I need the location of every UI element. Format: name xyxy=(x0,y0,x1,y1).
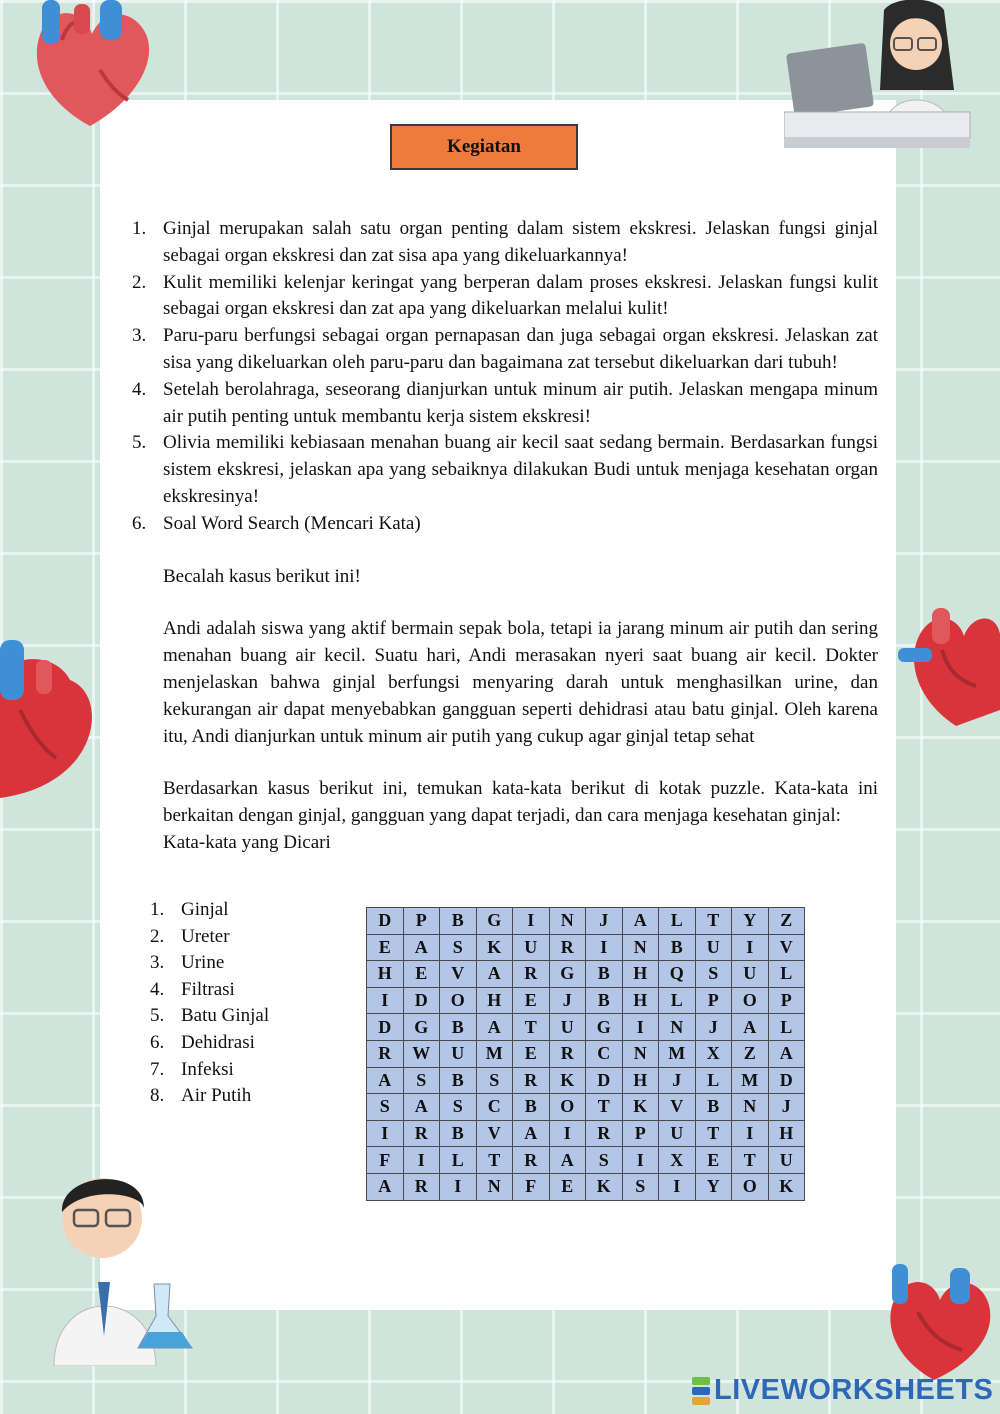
grid-cell[interactable]: V xyxy=(440,961,477,988)
grid-cell[interactable]: S xyxy=(440,1094,477,1121)
question-item xyxy=(126,430,878,510)
grid-cell[interactable]: A xyxy=(367,1173,404,1200)
grid-cell[interactable]: A xyxy=(549,1147,586,1174)
grid-cell[interactable]: W xyxy=(403,1040,440,1067)
grid-cell[interactable]: H xyxy=(622,1067,659,1094)
grid-cell[interactable]: D xyxy=(586,1067,623,1094)
grid-cell[interactable]: I xyxy=(622,1147,659,1174)
grid-cell[interactable]: V xyxy=(476,1120,513,1147)
grid-cell[interactable]: N xyxy=(659,1014,696,1041)
grid-cell[interactable]: K xyxy=(768,1173,805,1200)
grid-cell[interactable]: A xyxy=(732,1014,769,1041)
grid-cell[interactable]: G xyxy=(586,1014,623,1041)
grid-cell[interactable]: A xyxy=(768,1040,805,1067)
grid-cell[interactable]: H xyxy=(622,987,659,1014)
grid-cell[interactable]: O xyxy=(549,1094,586,1121)
grid-cell[interactable]: V xyxy=(659,1094,696,1121)
grid-cell[interactable]: K xyxy=(586,1173,623,1200)
grid-cell[interactable]: A xyxy=(403,1094,440,1121)
grid-cell[interactable]: J xyxy=(549,987,586,1014)
grid-cell[interactable]: S xyxy=(586,1147,623,1174)
liveworksheets-logo xyxy=(692,1374,993,1407)
grid-cell[interactable]: N xyxy=(549,908,586,935)
grid-row xyxy=(367,908,805,935)
grid-cell[interactable]: G xyxy=(476,908,513,935)
logo-text: LIVEWORKSHEETS xyxy=(714,1374,994,1406)
grid-cell[interactable]: I xyxy=(622,1014,659,1041)
grid-cell[interactable]: X xyxy=(695,1040,732,1067)
grid-cell[interactable]: U xyxy=(549,1014,586,1041)
grid-cell[interactable]: Z xyxy=(768,908,805,935)
grid-cell[interactable]: I xyxy=(732,934,769,961)
heart-illustration-left xyxy=(0,630,100,800)
grid-cell[interactable]: C xyxy=(476,1094,513,1121)
grid-cell[interactable]: I xyxy=(586,934,623,961)
grid-row xyxy=(367,1014,805,1041)
word-text: Ginjal xyxy=(181,899,229,920)
grid-cell[interactable]: A xyxy=(513,1120,550,1147)
grid-cell[interactable]: I xyxy=(367,1120,404,1147)
word-text: Urine xyxy=(181,952,225,974)
grid-cell[interactable]: R xyxy=(549,1040,586,1067)
grid-cell[interactable]: B xyxy=(440,1067,477,1094)
heart-illustration-top-left xyxy=(22,0,162,130)
grid-cell[interactable]: K xyxy=(549,1067,586,1094)
grid-cell[interactable]: J xyxy=(586,908,623,935)
question-item xyxy=(126,216,878,270)
word-number: 4. xyxy=(150,978,165,1000)
grid-cell[interactable]: E xyxy=(513,1040,550,1067)
question-text: Kulit memiliki kelenjar keringat yang berperan dalam proses ekskresi. Jelaskan fungsi kulit sebagai organ ekskresi dan zat apa yang dikeluarkan melalui kulit! xyxy=(163,271,878,320)
grid-cell[interactable]: T xyxy=(732,1147,769,1174)
question-item xyxy=(126,270,878,324)
grid-cell[interactable]: I xyxy=(732,1120,769,1147)
grid-cell[interactable]: G xyxy=(549,961,586,988)
word-list xyxy=(150,897,269,1110)
grid-cell[interactable]: N xyxy=(732,1094,769,1121)
grid-cell[interactable]: I xyxy=(659,1173,696,1200)
grid-cell[interactable]: M xyxy=(659,1040,696,1067)
grid-cell[interactable]: E xyxy=(403,961,440,988)
word-search-title: Soal Word Search (Mencari Kata) xyxy=(163,512,421,534)
grid-cell[interactable]: J xyxy=(659,1067,696,1094)
grid-cell[interactable]: U xyxy=(659,1120,696,1147)
question-item-word-search xyxy=(126,511,878,857)
grid-cell[interactable]: B xyxy=(586,961,623,988)
question-text: Setelah berolahraga, seseorang dianjurkan untuk minum air putih. Jelaskan mengapa minum air putih penting untuk membantu kerja sistem ekskresi! xyxy=(163,378,878,427)
grid-cell[interactable]: E xyxy=(367,934,404,961)
grid-cell[interactable]: D xyxy=(367,908,404,935)
grid-cell[interactable]: S xyxy=(695,961,732,988)
grid-row xyxy=(367,1147,805,1174)
grid-cell[interactable]: S xyxy=(622,1173,659,1200)
grid-cell[interactable]: H xyxy=(367,961,404,988)
question-text: Olivia memiliki kebiasaan menahan buang air kecil saat sedang bermain. Berdasarkan fungsi sistem ekskresi, jelaskan apa yang sebaiknya dilakukan Budi untuk menjaga kesehatan organ ekskresinya! xyxy=(163,432,878,507)
grid-cell[interactable]: R xyxy=(549,934,586,961)
grid-cell[interactable]: I xyxy=(549,1120,586,1147)
grid-row xyxy=(367,987,805,1014)
grid-row xyxy=(367,1040,805,1067)
page-title: Kegiatan xyxy=(390,124,578,170)
grid-cell[interactable]: I xyxy=(440,1173,477,1200)
grid-cell[interactable]: S xyxy=(367,1094,404,1121)
question-text: Ginjal merupakan salah satu organ penting dalam sistem ekskresi. Jelaskan fungsi ginjal sebagai organ ekskresi dan zat sisa apa yang dikeluarkannya! xyxy=(163,218,878,266)
grid-row xyxy=(367,1067,805,1094)
grid-cell[interactable]: R xyxy=(586,1120,623,1147)
grid-cell[interactable]: P xyxy=(403,908,440,935)
grid-cell[interactable]: B xyxy=(586,987,623,1014)
word-number: 7. xyxy=(150,1058,165,1080)
grid-cell[interactable]: O xyxy=(440,987,477,1014)
grid-cell[interactable]: R xyxy=(513,1147,550,1174)
grid-cell[interactable]: P xyxy=(768,987,805,1014)
grid-cell[interactable]: B xyxy=(659,934,696,961)
grid-cell[interactable]: Y xyxy=(695,1173,732,1200)
question-text: Paru-paru berfungsi sebagai organ pernapasan dan juga sebagai organ ekskresi. Jelaskan zat sisa yang dikeluarkan oleh paru-paru dan bagaimana zat tersebut dikeluarkan dari tubuh! xyxy=(163,325,878,373)
grid-cell[interactable]: S xyxy=(403,1067,440,1094)
word-item xyxy=(150,1030,269,1057)
word-text: Batu Ginjal xyxy=(181,1005,270,1027)
grid-cell[interactable]: P xyxy=(622,1120,659,1147)
word-text: Dehidrasi xyxy=(181,1031,255,1053)
grid-cell[interactable]: X xyxy=(659,1147,696,1174)
grid-cell[interactable]: A xyxy=(403,934,440,961)
grid-cell[interactable]: Y xyxy=(732,908,769,935)
word-text: Air Putih xyxy=(181,1085,252,1107)
grid-cell[interactable]: H xyxy=(476,987,513,1014)
grid-cell[interactable]: R xyxy=(403,1173,440,1200)
grid-cell[interactable]: S xyxy=(440,934,477,961)
grid-row xyxy=(367,1173,805,1200)
question-number: 1. xyxy=(132,218,147,239)
word-search-grid xyxy=(366,907,805,1201)
grid-cell[interactable]: E xyxy=(695,1147,732,1174)
grid-row xyxy=(367,961,805,988)
grid-cell[interactable]: R xyxy=(367,1040,404,1067)
grid-cell[interactable]: A xyxy=(622,908,659,935)
grid-cell[interactable]: B xyxy=(440,1120,477,1147)
grid-cell[interactable]: A xyxy=(367,1067,404,1094)
grid-cell[interactable]: L xyxy=(768,961,805,988)
word-item xyxy=(150,897,269,924)
grid-cell[interactable]: U xyxy=(768,1147,805,1174)
grid-cell[interactable]: J xyxy=(768,1094,805,1121)
grid-cell[interactable]: I xyxy=(513,908,550,935)
word-number: 6. xyxy=(150,1031,165,1053)
word-text: Ureter xyxy=(181,925,230,947)
grid-cell[interactable]: Q xyxy=(659,961,696,988)
grid-cell[interactable]: O xyxy=(732,987,769,1014)
word-number: 2. xyxy=(150,925,165,947)
grid-cell[interactable]: R xyxy=(403,1120,440,1147)
puzzle-instruction: Berdasarkan kasus berikut ini, temukan kata-kata berikut di kotak puzzle. Kata-kata ini berkaitan dengan ginjal, gangguan yang dapat terjadi, dan cara menjaga kesehatan ginjal: xyxy=(163,778,878,827)
grid-row xyxy=(367,1094,805,1121)
heart-illustration-bottom-right xyxy=(878,1262,1000,1382)
liveworksheets-logo-icon xyxy=(692,1376,710,1406)
grid-cell[interactable]: I xyxy=(367,987,404,1014)
question-item xyxy=(126,323,878,377)
grid-cell[interactable]: N xyxy=(622,934,659,961)
grid-cell[interactable]: A xyxy=(476,1014,513,1041)
word-number: 3. xyxy=(150,952,165,974)
case-intro: Becalah kasus berikut ini! xyxy=(163,565,361,587)
question-item xyxy=(126,377,878,431)
grid-cell[interactable]: F xyxy=(513,1173,550,1200)
grid-cell[interactable]: R xyxy=(513,1067,550,1094)
grid-cell[interactable]: L xyxy=(440,1147,477,1174)
case-text: Andi adalah siswa yang aktif bermain sepak bola, tetapi ia jarang minum air putih dan sering menahan buang air kecil. Suatu hari, Andi merasakan nyeri saat buang air kecil. Dokter menjelaskan bahwa ginjal berfungsi menyaring darah untuk menghasilkan urine, dan kekurangan air dapat menyebabkan gangguan seperti dehidrasi atau batu ginjal. Oleh karena itu, Andi dianjurkan untuk minum air putih yang cukup agar ginjal tetap sehat xyxy=(163,618,878,747)
question-number: 5. xyxy=(132,432,147,454)
word-item xyxy=(150,1057,269,1084)
grid-cell[interactable]: T xyxy=(695,1120,732,1147)
grid-cell[interactable]: K xyxy=(476,934,513,961)
word-item xyxy=(150,977,269,1004)
grid-cell[interactable]: N xyxy=(476,1173,513,1200)
grid-cell[interactable]: D xyxy=(367,1014,404,1041)
word-text: Filtrasi xyxy=(181,978,235,1000)
grid-cell[interactable]: D xyxy=(768,1067,805,1094)
grid-cell[interactable]: E xyxy=(549,1173,586,1200)
grid-cell[interactable]: N xyxy=(622,1040,659,1067)
doctor-laptop-illustration xyxy=(784,0,974,165)
grid-row xyxy=(367,1120,805,1147)
word-item xyxy=(150,1083,269,1110)
question-number: 6. xyxy=(132,512,147,534)
grid-cell[interactable]: E xyxy=(513,987,550,1014)
word-number: 8. xyxy=(150,1085,165,1107)
word-item xyxy=(150,924,269,951)
heart-illustration-right xyxy=(896,600,1000,730)
grid-cell[interactable]: L xyxy=(659,908,696,935)
grid-cell[interactable]: H xyxy=(768,1120,805,1147)
question-number: 3. xyxy=(132,325,147,347)
grid-cell[interactable]: M xyxy=(476,1040,513,1067)
grid-cell[interactable]: J xyxy=(695,1014,732,1041)
word-number: 5. xyxy=(150,1005,165,1027)
grid-cell[interactable]: T xyxy=(513,1014,550,1041)
grid-cell[interactable]: U xyxy=(440,1040,477,1067)
grid-cell[interactable]: U xyxy=(513,934,550,961)
grid-cell[interactable]: L xyxy=(695,1067,732,1094)
grid-cell[interactable]: B xyxy=(695,1094,732,1121)
grid-cell[interactable]: F xyxy=(367,1147,404,1174)
grid-cell[interactable]: G xyxy=(403,1014,440,1041)
grid-row xyxy=(367,934,805,961)
grid-cell[interactable]: C xyxy=(586,1040,623,1067)
question-number: 4. xyxy=(132,378,147,400)
question-list xyxy=(126,216,878,857)
word-item xyxy=(150,950,269,977)
grid-cell[interactable]: T xyxy=(476,1147,513,1174)
grid-cell[interactable]: D xyxy=(403,987,440,1014)
grid-cell[interactable]: B xyxy=(440,908,477,935)
grid-cell[interactable]: B xyxy=(440,1014,477,1041)
grid-cell[interactable]: S xyxy=(476,1067,513,1094)
words-heading: Kata-kata yang Dicari xyxy=(163,831,331,853)
grid-cell[interactable]: O xyxy=(732,1173,769,1200)
grid-cell[interactable]: A xyxy=(476,961,513,988)
word-item xyxy=(150,1003,269,1030)
word-text: Infeksi xyxy=(181,1058,234,1080)
grid-cell[interactable]: L xyxy=(768,1014,805,1041)
grid-cell[interactable]: R xyxy=(513,961,550,988)
grid-cell[interactable]: I xyxy=(403,1147,440,1174)
grid-cell[interactable]: T xyxy=(695,908,732,935)
grid-cell[interactable]: T xyxy=(586,1094,623,1121)
grid-cell[interactable]: M xyxy=(732,1067,769,1094)
scientist-flask-illustration xyxy=(44,1166,204,1366)
grid-cell[interactable]: U xyxy=(732,961,769,988)
grid-cell[interactable]: V xyxy=(768,934,805,961)
grid-cell[interactable]: P xyxy=(695,987,732,1014)
grid-cell[interactable]: H xyxy=(622,961,659,988)
grid-cell[interactable]: L xyxy=(659,987,696,1014)
question-number: 2. xyxy=(132,271,147,293)
grid-cell[interactable]: B xyxy=(513,1094,550,1121)
grid-cell[interactable]: U xyxy=(695,934,732,961)
word-number: 1. xyxy=(150,899,165,920)
grid-cell[interactable]: K xyxy=(622,1094,659,1121)
grid-cell[interactable]: Z xyxy=(732,1040,769,1067)
